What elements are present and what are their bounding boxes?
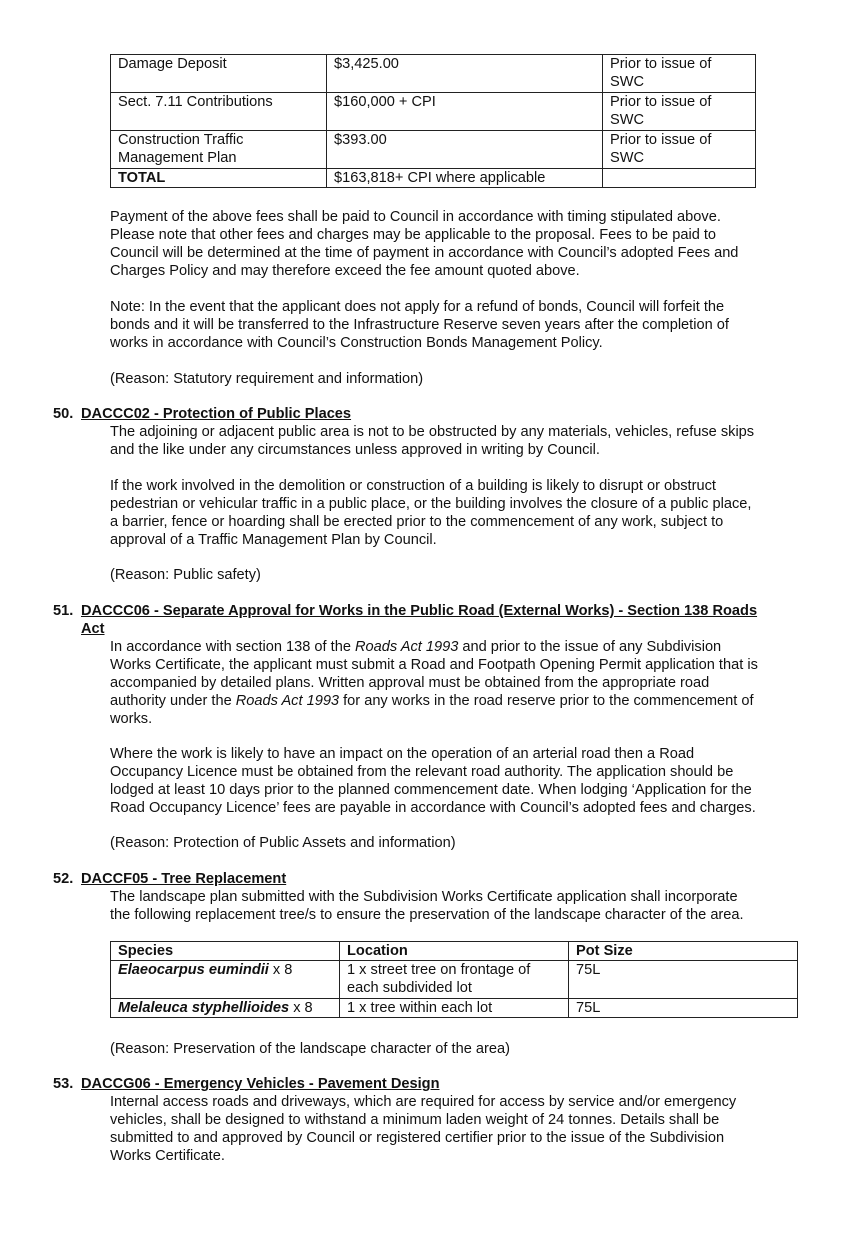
condition-number: 51. <box>53 603 74 619</box>
table-header-row <box>111 942 798 961</box>
table-row-total <box>111 169 756 188</box>
table-row <box>111 55 756 93</box>
condition-title: DACCG06 - Emergency Vehicles - Pavement Design <box>81 1076 440 1092</box>
table-row <box>111 131 756 169</box>
fee-timing: Prior to issue of SWC <box>603 131 756 169</box>
condition-number: 50. <box>53 406 74 422</box>
condition-52-heading <box>53 870 813 888</box>
condition-title: DACCC06 - Separate Approval for Works in the Public Road (External Works) - Section 138 Roads Act <box>81 603 758 637</box>
column-header-pot-size: Pot Size <box>569 942 798 961</box>
fees-reason: (Reason: Statutory requirement and information) <box>110 371 424 387</box>
condition-number: 52. <box>53 871 74 887</box>
fee-timing: Prior to issue of SWC <box>603 93 756 131</box>
total-amount: $163,818+ CPI where applicable <box>327 169 603 188</box>
condition-number: 53. <box>53 1076 74 1092</box>
species-cell: Melaleuca styphellioides x 8 <box>111 999 340 1018</box>
condition-51-heading <box>53 602 813 638</box>
condition-title: DACCF05 - Tree Replacement <box>81 871 287 887</box>
total-label: TOTAL <box>111 169 327 188</box>
fees-payment-paragraph: Payment of the above fees shall be paid to Council in accordance with timing stipulated above. Please note that other fees and charges may be applicable to the proposal. Fees to be paid to Council will be determined at the time of payment in accordance with Council’s adopted Fees and Charges Policy and may therefore exceed the fee amount quoted above. <box>110 209 739 279</box>
table-row <box>111 93 756 131</box>
fee-timing: Prior to issue of SWC <box>603 55 756 93</box>
condition-51-reason: (Reason: Protection of Public Assets and information) <box>110 835 456 851</box>
condition-50-paragraph-2: If the work involved in the demolition or construction of a building is likely to disrupt or obstruct pedestrian or vehicular traffic in a public place, or the building involves the closure of a public place, a barrier, fence or hoarding shall be erected prior to the commencement of any work, subject to approval of a Traffic Management Plan by Council. <box>110 478 752 548</box>
condition-51-paragraph-1: In accordance with section 138 of the Roads Act 1993 and prior to the issue of any Subdivision Works Certificate, the applicant must submit a Road and Footpath Opening Permit application that is accompanied by detailed plans. Written approval must be obtained from the appropriate road authority under the Roads Act 1993 for any works in the road reserve prior to the commencement of works. <box>110 639 758 727</box>
tree-replacement-table <box>110 941 798 1018</box>
condition-50-paragraph-1: The adjoining or adjacent public area is not to be obstructed by any materials, vehicles, refuse skips and the like under any circumstances unless approved in writing by Council. <box>110 424 755 458</box>
fee-amount: $3,425.00 <box>327 55 603 93</box>
condition-51-paragraph-2: Where the work is likely to have an impact on the operation of an arterial road then a Road Occupancy Licence must be obtained from the relevant road authority. The application should be lodged at least 10 days prior to the planned commencement date. When lodging ‘Application for the Road Occupancy Licence’ fees are payable in accordance with Council’s adopted fees and charges. <box>110 746 756 816</box>
fee-item: Sect. 7.11 Contributions <box>111 93 327 131</box>
bonds-note-paragraph: Note: In the event that the applicant does not apply for a refund of bonds, Council will forfeit the bonds and it will be transferred to the Infrastructure Reserve seven years after the completion of works in accordance with Council’s Construction Bonds Management Policy. <box>110 299 729 351</box>
fee-item: Damage Deposit <box>111 55 327 93</box>
table-row <box>111 961 798 999</box>
condition-50-reason: (Reason: Public safety) <box>110 567 261 583</box>
column-header-location: Location <box>340 942 569 961</box>
pot-size-cell: 75L <box>569 961 798 999</box>
fees-table <box>110 54 756 188</box>
fee-amount: $160,000 + CPI <box>327 93 603 131</box>
location-cell: 1 x tree within each lot <box>340 999 569 1018</box>
condition-52-reason: (Reason: Preservation of the landscape character of the area) <box>110 1041 510 1057</box>
fee-item: Construction Traffic Management Plan <box>111 131 327 169</box>
table-row <box>111 999 798 1018</box>
fee-amount: $393.00 <box>327 131 603 169</box>
condition-50-heading <box>53 405 813 423</box>
column-header-species: Species <box>111 942 340 961</box>
condition-53-paragraph-1: Internal access roads and driveways, which are required for access by service and/or emergency vehicles, shall be designed to withstand a minimum laden weight of 24 tonnes. Details shall be submitted to and approved by Council or registered certifier prior to the issue of the Subdivision Works Certificate. <box>110 1094 737 1164</box>
total-timing <box>603 169 756 188</box>
condition-title: DACCC02 - Protection of Public Places <box>81 406 352 422</box>
condition-53-heading <box>53 1075 813 1093</box>
species-cell: Elaeocarpus eumindii x 8 <box>111 961 340 999</box>
condition-52-paragraph-1: The landscape plan submitted with the Subdivision Works Certificate application shall incorporate the following replacement tree/s to ensure the preservation of the landscape character of the area. <box>110 889 744 923</box>
pot-size-cell: 75L <box>569 999 798 1018</box>
location-cell: 1 x street tree on frontage of each subdivided lot <box>340 961 569 999</box>
